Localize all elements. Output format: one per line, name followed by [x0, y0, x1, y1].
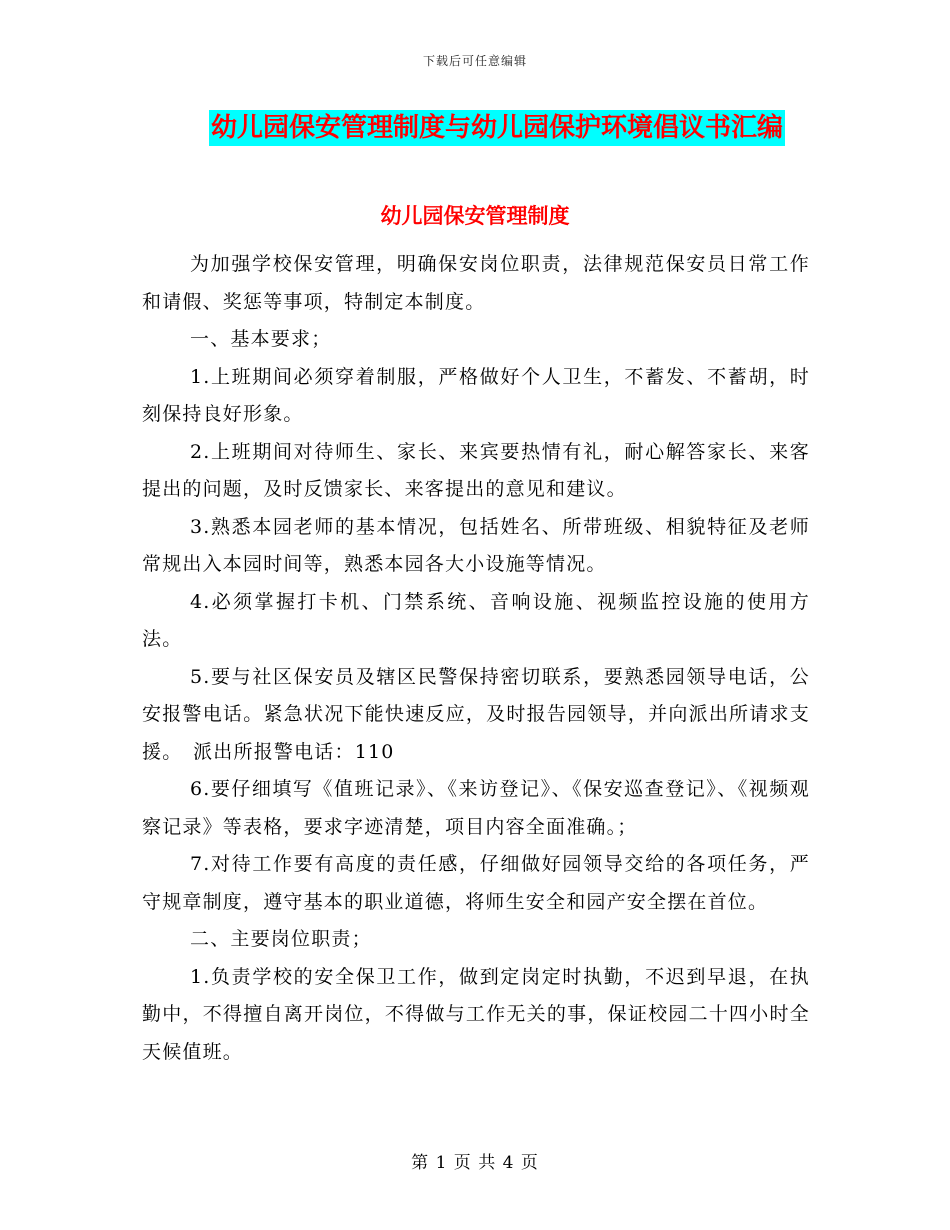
paragraph-item: 7.对待工作要有高度的责任感，仔细做好园领导交给的各项任务，严守规章制度，遵守基本的职业道德，将师生安全和园产安全摆在首位。	[142, 853, 810, 913]
paragraph-intro: 为加强学校保安管理，明确保安岗位职责，法律规范保安员日常工作和请假、奖惩等事项，特制定本制度。	[142, 253, 810, 313]
page-footer: 第 1 页 共 4 页	[411, 1153, 539, 1173]
paragraph-item: 2.上班期间对待师生、家长、来宾要热情有礼，耐心解答家长、来客提出的问题，及时反馈家长、来客提出的意见和建议。	[142, 440, 810, 500]
paragraph-item: 1.上班期间必须穿着制服，严格做好个人卫生，不蓄发、不蓄胡，时刻保持良好形象。	[142, 365, 810, 425]
paragraph-item: 3.熟悉本园老师的基本情况，包括姓名、所带班级、相貌特征及老师常规出入本园时间等，熟悉本园各大小设施等情况。	[142, 515, 810, 575]
document-title-container	[0, 110, 950, 146]
section-title: 幼儿园保安管理制度	[380, 203, 570, 228]
heading-basic-requirements: 一、基本要求；	[190, 328, 332, 350]
header-note: 下载后可任意编辑	[422, 54, 527, 68]
document-title: 幼儿园保安管理制度与幼儿园保护环境倡议书汇编	[209, 110, 785, 146]
paragraph-item: 4.必须掌握打卡机、门禁系统、音响设施、视频监控设施的使用方法。	[142, 590, 810, 650]
paragraph-item: 1.负责学校的安全保卫工作，做到定岗定时执勤，不迟到早退，在执勤中，不得擅自离开岗位，不得做与工作无关的事，保证校园二十四小时全天候值班。	[142, 965, 810, 1063]
heading-main-duties: 二、主要岗位职责；	[190, 928, 372, 950]
document-body	[142, 246, 810, 1071]
paragraph-item: 6.要仔细填写《值班记录》、《来访登记》、《保安巡查登记》、《视频观察记录》等表格，要求字迹清楚，项目内容全面准确。；	[142, 778, 810, 838]
paragraph-item: 5.要与社区保安员及辖区民警保持密切联系，要熟悉园领导电话，公安报警电话。紧急状况下能快速反应，及时报告园领导，并向派出所请求支援。 派出所报警电话：110	[142, 665, 810, 763]
